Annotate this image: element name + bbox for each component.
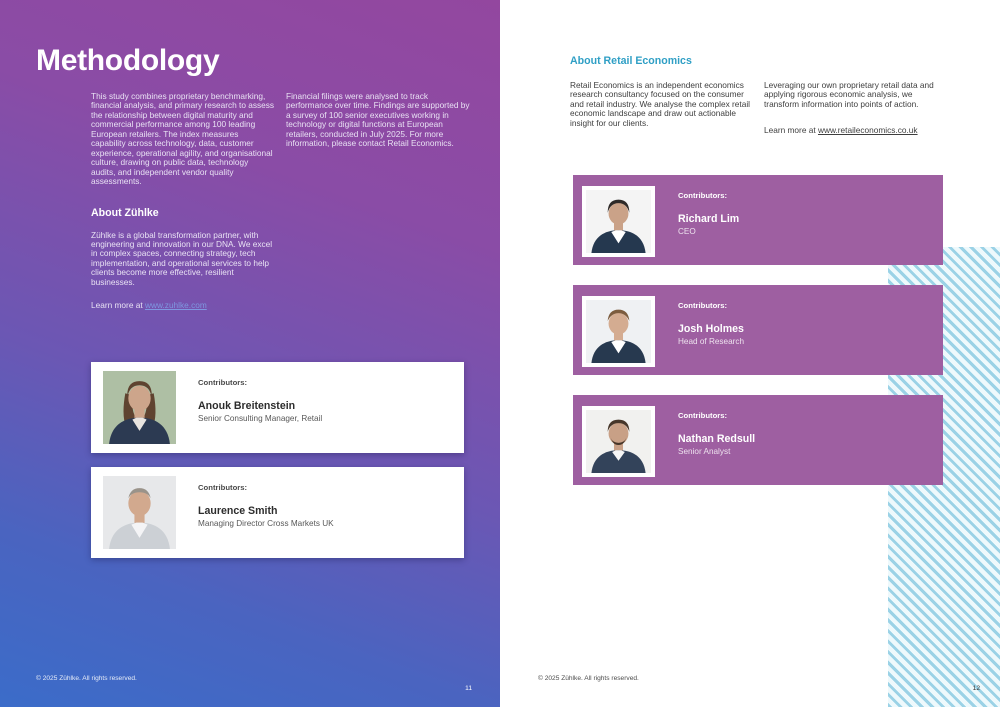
person-silhouette-icon: [103, 371, 176, 444]
contributor-info: [198, 483, 334, 528]
left-column-2: [286, 92, 470, 149]
photo-frame: [582, 406, 655, 477]
about-retail-economics-heading: About Retail Economics: [570, 55, 692, 67]
learn-more-prefix: Learn more at: [91, 300, 145, 311]
portrait-photo: [586, 410, 651, 473]
contributor-role: Senior Analyst: [678, 447, 731, 456]
person-silhouette-icon: [586, 190, 651, 253]
portrait-photo: [103, 476, 176, 549]
contributor-role: Managing Director Cross Markets UK: [198, 519, 334, 528]
contributor-card-laurence: [91, 467, 464, 558]
page-number: 12: [972, 685, 980, 692]
right-column-2: [764, 81, 944, 136]
contributor-role: Head of Research: [678, 337, 744, 346]
retail-economics-paragraph-2: Leveraging our own proprietary retail data and applying rigorous economic analysis, we transform information into points of action.: [764, 80, 934, 109]
contributor-info: [678, 411, 755, 456]
contributor-name: Anouk Breitenstein: [198, 400, 296, 412]
portrait-photo: [103, 371, 176, 444]
contributor-name: Nathan Redsull: [678, 433, 756, 445]
contributor-info: [678, 191, 739, 236]
person-silhouette-icon: [586, 410, 651, 473]
contributors-label: Contributors:: [678, 191, 728, 200]
retail-economics-paragraph: Retail Economics is an independent economics research consultancy focused on the consumer and retail industry. We analyse the complex retail economic landscape and draw out actionable insight for our clients.: [570, 80, 751, 128]
methodology-paragraph-2: Financial filings were analysed to track performance over time. Findings are supported by a survey of 100 senior executives working in technology or digital functions at European retailers, conducted in July 2025. For more information, please contact Retail Economics.: [286, 91, 470, 149]
learn-more-prefix: Learn more at: [764, 125, 818, 136]
photo-frame: [582, 186, 655, 257]
contributor-role: Senior Consulting Manager, Retail: [198, 414, 323, 423]
contributor-card-nathan: [573, 395, 943, 485]
copyright-footer: © 2025 Zühlke. All rights reserved.: [36, 675, 137, 682]
contributor-card-josh: [573, 285, 943, 375]
about-zuhlke-heading: About Zühlke: [91, 206, 159, 219]
photo-frame: [582, 296, 655, 367]
contributor-role: CEO: [678, 227, 696, 236]
learn-more-line: [91, 301, 275, 310]
portrait-photo: [586, 190, 651, 253]
contributor-info: [198, 378, 322, 423]
contributor-name: Josh Holmes: [678, 323, 744, 335]
right-column-1: [570, 81, 753, 128]
contributors-label: Contributors:: [198, 483, 248, 492]
page-number: 11: [465, 685, 472, 692]
learn-more-line: [764, 126, 944, 135]
page-title: Methodology: [36, 44, 220, 77]
person-silhouette-icon: [586, 300, 651, 363]
contributor-card-richard: [573, 175, 943, 265]
contributor-name: Richard Lim: [678, 213, 740, 225]
contributor-info: [678, 301, 744, 346]
about-zuhlke-paragraph: Zühlke is a global transformation partner, with engineering and innovation in our DNA. We excel in complex spaces, connecting strategy, tech implementation, and operational services to help clients become more effective, resilient businesses.: [91, 229, 273, 287]
zuhlke-website-link[interactable]: www.zuhlke.com: [144, 300, 207, 311]
portrait-photo: [586, 300, 651, 363]
contributor-name: Laurence Smith: [198, 505, 278, 517]
contributor-card-anouk: [91, 362, 464, 453]
contributors-label: Contributors:: [678, 301, 728, 310]
contributors-label: Contributors:: [198, 378, 248, 387]
left-column-1: [91, 92, 275, 311]
contributors-label: Contributors:: [678, 411, 728, 420]
methodology-paragraph: This study combines proprietary benchmarking, financial analysis, and primary research to assess the relationship between digital maturity and commercial performance among 100 leading European retailers. The index measures capability across technology, data, customer experience, operational agility, and organisational culture, drawing on public data, technology audits, and independent vendor quality assessments.: [91, 91, 275, 187]
copyright-footer: © 2025 Zühlke. All rights reserved.: [538, 675, 639, 682]
right-page: [500, 0, 1000, 707]
retail-economics-website-link[interactable]: www.retaileconomics.co.uk: [817, 125, 918, 136]
person-silhouette-icon: [103, 476, 176, 549]
